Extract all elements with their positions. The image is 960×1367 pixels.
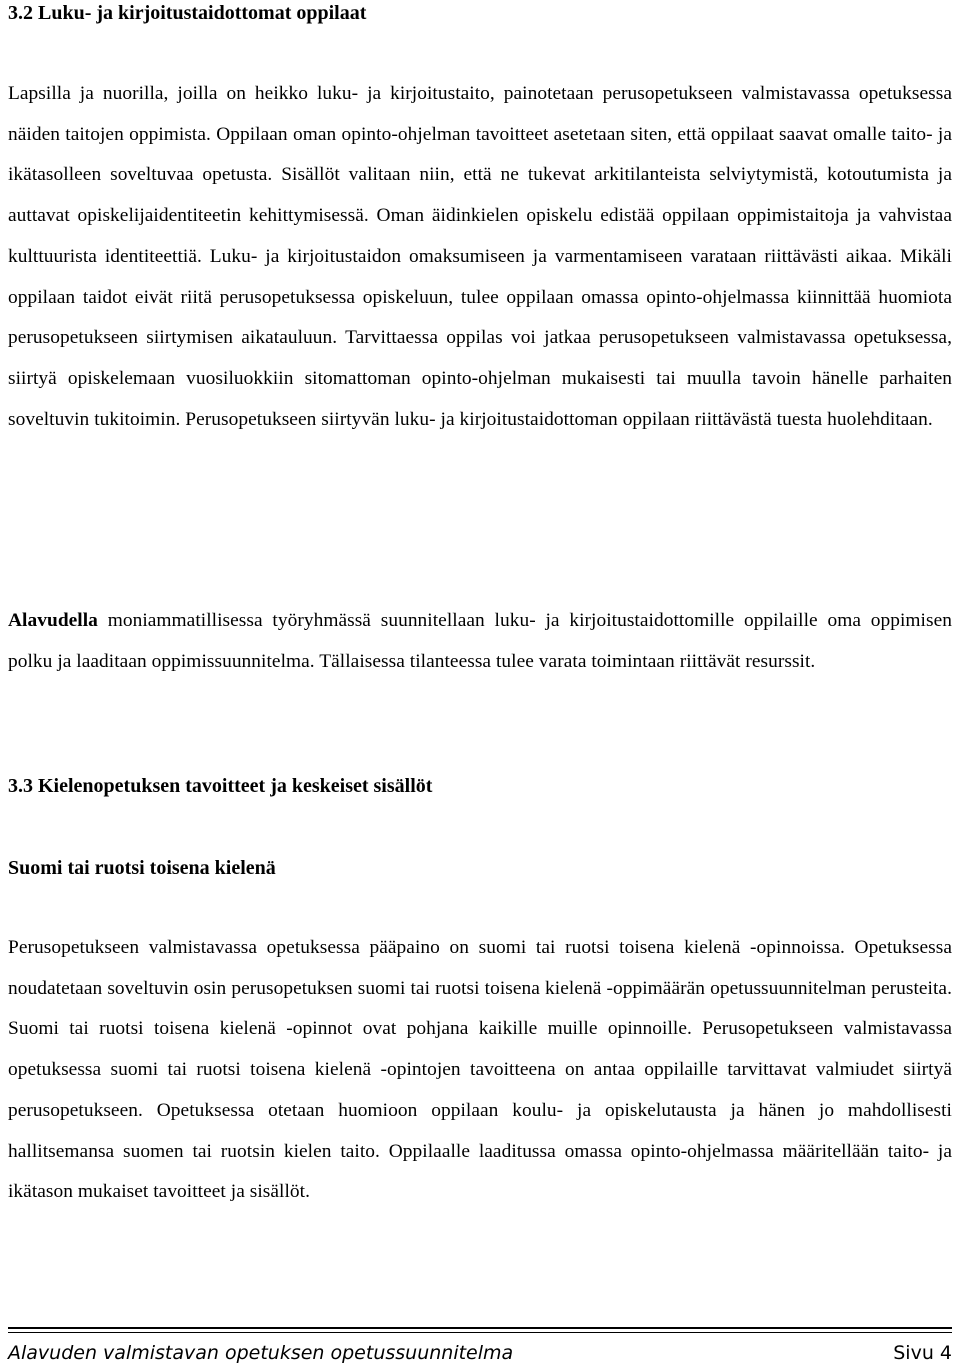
sub-heading: Suomi tai ruotsi toisena kielenä — [8, 857, 276, 879]
footer-page-number: Sivu 4 — [893, 1342, 952, 1364]
section-heading: 3.2 Luku- ja kirjoitustaidottomat oppilaat — [8, 2, 367, 24]
section-3-2 — [8, 0, 952, 26]
footer-rule-thin — [8, 1332, 952, 1333]
paragraph-lead: Alavudella — [8, 610, 98, 631]
section-heading: 3.3 Kielenopetuksen tavoitteet ja keskeiset sisällöt — [8, 775, 433, 797]
paragraph: Perusopetukseen valmistavassa opetuksessa pääpaino on suomi tai ruotsi toisena kielenä -opinnoissa. Opetuksessa noudatetaan soveltuvin osin perusopetuksen suomi tai ruotsi toisena kielenä -oppimäärän opetussuunnitelman perusteita. Suomi tai ruotsi toisena kielenä -opinnot ovat pohjana kaikille muille opinnoille. Perusopetukseen valmistavassa opetuksessa suomi tai ruotsi toisena kielenä -opintojen tavoitteena on antaa oppilaille tarvittavat valmiudet siirtyä perusopetukseen. Opetuksessa otetaan huomioon oppilaan koulu- ja opiskelutausta ja hänen jo mahdollisesti hallitsemansa suomen tai ruotsin kielen taito. Oppilaalle laaditussa omassa opinto-ohjelmassa määritellään taito- ja ikätason mukaiset tavoitteet ja sisällöt. — [8, 937, 952, 1203]
section-3-2-body — [8, 74, 952, 440]
section-3-3 — [8, 773, 952, 799]
section-3-2-alavus — [8, 601, 952, 682]
section-3-3-subheading — [8, 855, 952, 881]
paragraph — [8, 601, 952, 682]
footer-document-title: Alavuden valmistavan opetuksen opetussuunnitelma — [8, 1342, 514, 1364]
paragraph: Lapsilla ja nuorilla, joilla on heikko luku- ja kirjoitustaito, painotetaan perusopetukseen valmistavassa opetuksessa näiden taitojen oppimista. Oppilaan oman opinto-ohjelman tavoitteet asetetaan siten, että oppilaat saavat omalle taito- ja ikätasolleen soveltuvaa opetusta. Sisällöt valitaan niin, että ne tukevat arkitilanteista selviytymistä, kotoutumista ja auttavat opiskelijaidentiteetin kehittymisessä. Oman äidinkielen opiskelu edistää oppilaan oppimistaitoja ja vahvistaa kulttuurista identiteettiä. Luku- ja kirjoitustaidon omaksumiseen ja varmentamiseen varataan riittävästi aikaa. Mikäli oppilaan taidot eivät riitä perusopetuksessa opiskeluun, tulee oppilaan omassa opinto-ohjelmassa kiinnittää huomiota perusopetukseen siirtymisen aikatauluun. Tarvittaessa oppilas voi jatkaa perusopetukseen valmistavassa opetuksessa, siirtyä opiskelemaan vuosiluokkiin sitomattoman opinto-ohjelman mukaisesti tai muulla tavoin hänelle parhaiten soveltuvin tukitoimin. Perusopetukseen siirtyvän luku- ja kirjoitustaidottoman oppilaan riittävästä tuesta huolehditaan. — [8, 83, 952, 430]
page-footer — [8, 1339, 952, 1367]
footer-rule — [8, 1327, 952, 1329]
section-3-3-body — [8, 928, 952, 1213]
paragraph-rest: moniammatillisessa työryhmässä suunnitellaan luku- ja kirjoitustaidottomille oppilaille oma oppimisen polku ja laaditaan oppimissuunnitelma. Tällaisessa tilanteessa tulee varata toimintaan riittävät resurssit. — [8, 610, 952, 672]
